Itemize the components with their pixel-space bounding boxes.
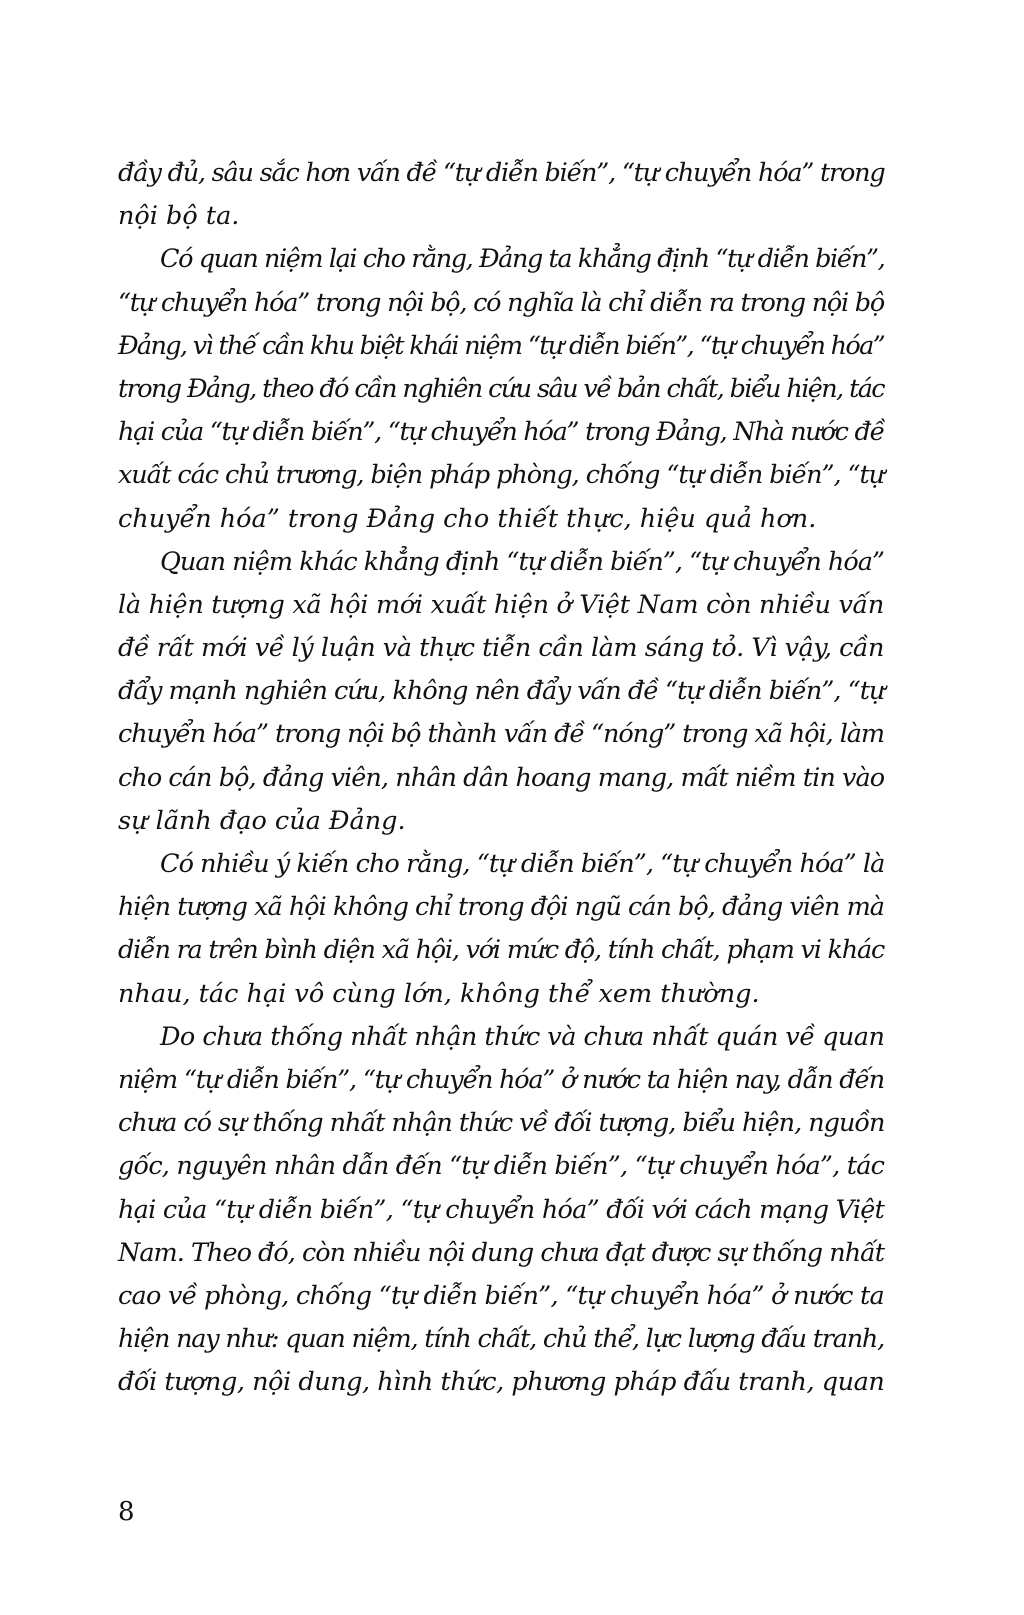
page-number: 8 <box>118 1497 135 1527</box>
text-line: cho cán bộ, đảng viên, nhân dân hoang mang, mất niềm tin vào <box>118 762 885 793</box>
text-line: hại của “tự diễn biến”, “tự chuyển hóa” trong Đảng, Nhà nước đề <box>118 417 884 448</box>
text-line: hiện tượng xã hội không chỉ trong đội ngũ cán bộ, đảng viên mà <box>118 892 884 923</box>
text-line: xuất các chủ trương, biện pháp phòng, chống “tự diễn biến”, “tự <box>118 460 884 491</box>
text-line: chuyển hóa” trong nội bộ thành vấn đề “nóng” trong xã hội, làm <box>118 719 884 750</box>
text-line: trong Đảng, theo đó cần nghiên cứu sâu về bản chất, biểu hiện, tác <box>118 373 884 404</box>
text-line: Có nhiều ý kiến cho rằng, “tự diễn biến”, “tự chuyển hóa” là <box>160 849 885 879</box>
text-line: diễn ra trên bình diện xã hội, với mức độ, tính chất, phạm vi khác <box>118 935 884 966</box>
text-line: sự lãnh đạo của Đảng. <box>118 805 406 836</box>
text-line: gốc, nguyên nhân dẫn đến “tự diễn biến”, “tự chuyển hóa”, tác <box>118 1151 885 1182</box>
text-line: Nam. Theo đó, còn nhiều nội dung chưa đạt được sự thống nhất <box>118 1237 885 1268</box>
text-line: chuyển hóa” trong Đảng cho thiết thực, hiệu quả hơn. <box>118 503 817 534</box>
body-text <box>118 152 884 1404</box>
text-line: Có quan niệm lại cho rằng, Đảng ta khẳng định “tự diễn biến”, <box>160 244 885 275</box>
text-line: cao về phòng, chống “tự diễn biến”, “tự chuyển hóa” ở nước ta <box>118 1280 884 1311</box>
text-line: đối tượng, nội dung, hình thức, phương pháp đấu tranh, quan <box>118 1367 885 1398</box>
text-line: chưa có sự thống nhất nhận thức về đối tượng, biểu hiện, nguồn <box>118 1108 885 1139</box>
text-line: đề rất mới về lý luận và thực tiễn cần làm sáng tỏ. Vì vậy, cần <box>118 633 884 664</box>
text-line: Đảng, vì thế cần khu biệt khái niệm “tự diễn biến”, “tự chuyển hóa” <box>118 330 884 361</box>
text-line: “tự chuyển hóa” trong nội bộ, có nghĩa là chỉ diễn ra trong nội bộ <box>118 287 884 318</box>
text-line: nhau, tác hại vô cùng lớn, không thể xem thường. <box>118 978 760 1009</box>
text-line: niệm “tự diễn biến”, “tự chuyển hóa” ở nước ta hiện nay, dẫn đến <box>118 1064 884 1095</box>
text-line: nội bộ ta. <box>118 201 240 232</box>
text-line: đẩy mạnh nghiên cứu, không nên đẩy vấn đề “tự diễn biến”, “tự <box>118 676 885 707</box>
text-line: Quan niệm khác khẳng định “tự diễn biến”, “tự chuyển hóa” <box>160 546 884 577</box>
text-line: Do chưa thống nhất nhận thức và chưa nhất quán về quan <box>160 1021 885 1052</box>
text-line: là hiện tượng xã hội mới xuất hiện ở Việt Nam còn nhiều vấn <box>118 589 884 620</box>
text-line: hiện nay như: quan niệm, tính chất, chủ thể, lực lượng đấu tranh, <box>118 1324 884 1355</box>
text-line: đầy đủ, sâu sắc hơn vấn đề “tự diễn biến”, “tự chuyển hóa” trong <box>118 158 885 188</box>
text-line: hại của “tự diễn biến”, “tự chuyển hóa” đối với cách mạng Việt <box>118 1194 885 1225</box>
